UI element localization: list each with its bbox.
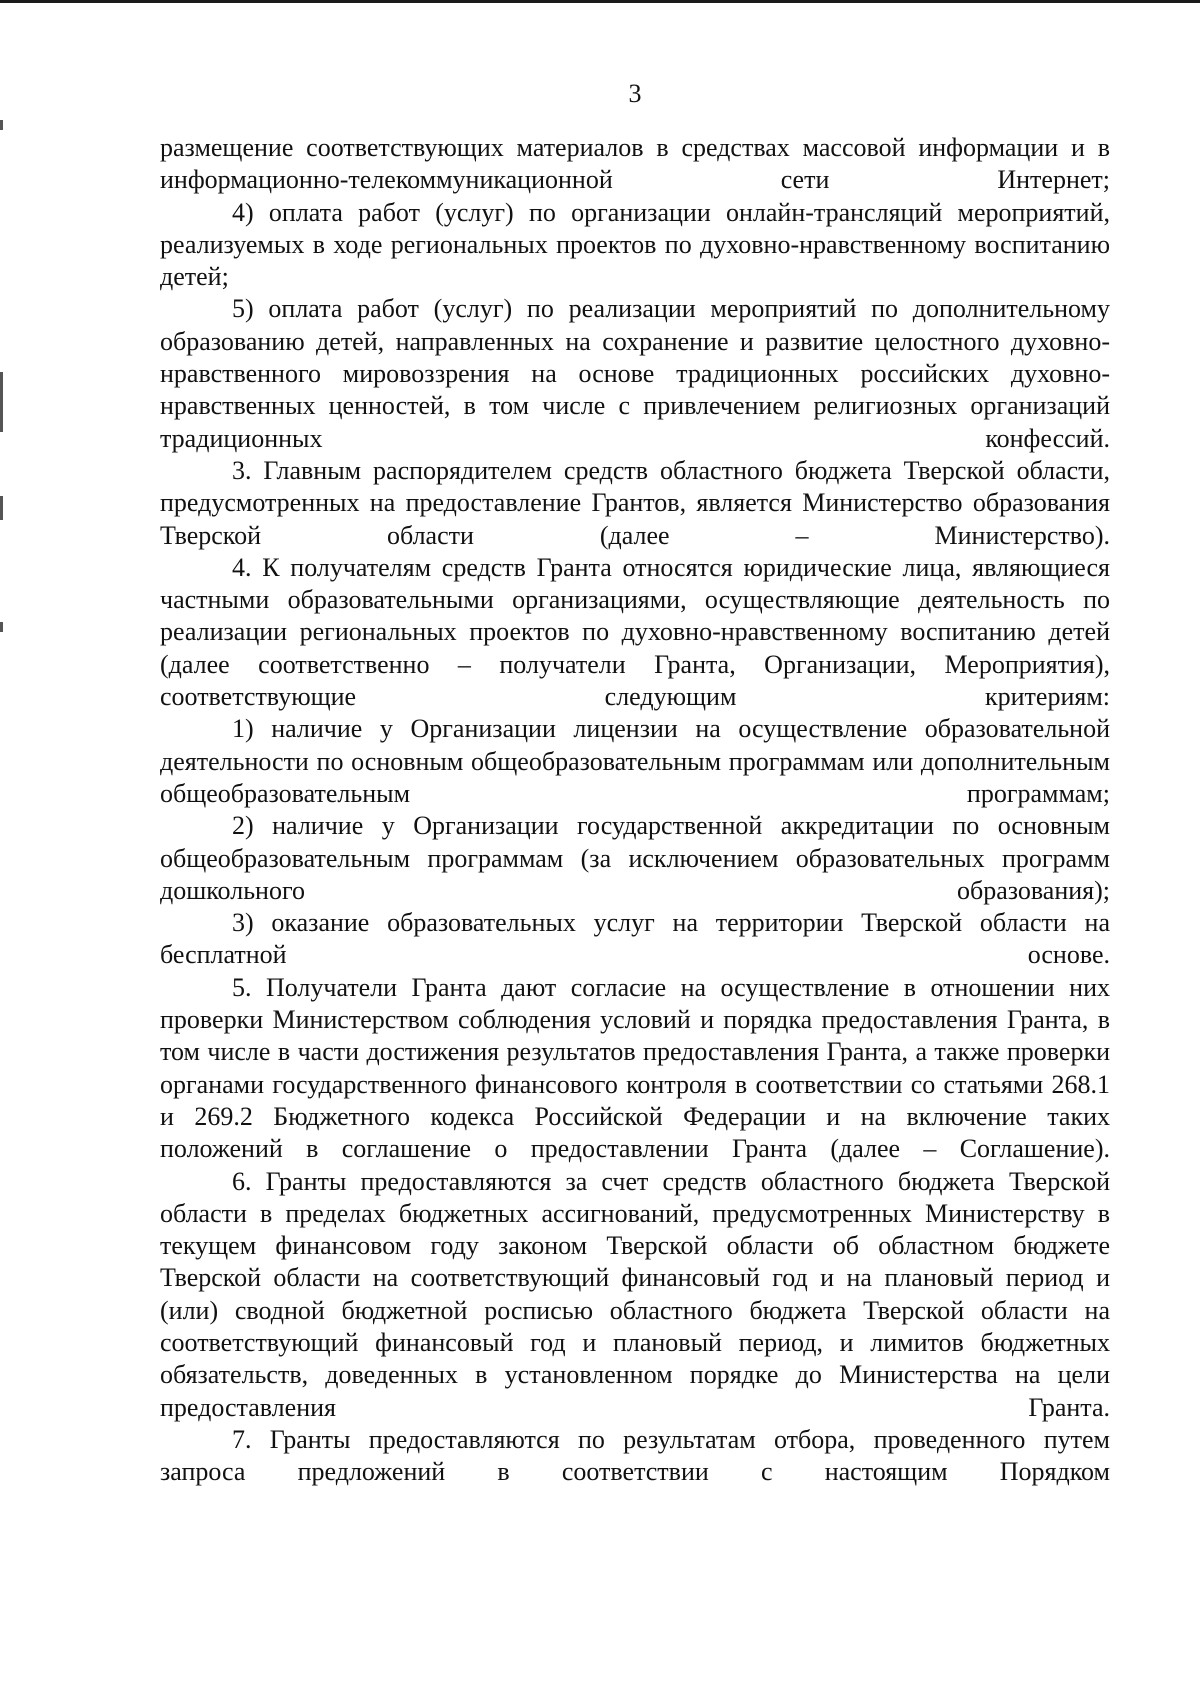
paragraph-continuation: размещение соответствующих материалов в средствах массовой информации и в информационно-телекоммуникационной сети Интернет; xyxy=(160,133,1110,195)
criterion-1: 1) наличие у Организации лицензии на осуществление образовательной деятельности по основным общеобразовательным программам или дополнительным общеобразовательным программам; xyxy=(160,714,1110,808)
scan-edge-mark xyxy=(0,622,3,632)
scan-edge-mark xyxy=(0,120,3,130)
document-body xyxy=(160,132,1110,1488)
section-4-paragraph: 4. К получателям средств Гранта относятся юридические лица, являющиеся частными образовательными организациями, осуществляющие деятельность по реализации региональных проектов по духовно-нравственному воспитанию детей (далее соответственно – получатели Гранта, Организации, Мероприятия), соответствующие следующим критериям: xyxy=(160,552,1110,712)
section-5-paragraph: 5. Получатели Гранта дают согласие на осуществление в отношении них проверки Министерством соблюдения условий и порядка предоставления Гранта, в том числе в части достижения результатов предоставления Гранта, а также проверки органами государственного финансового контроля в соответствии со статьями 268.1 и 269.2 Бюджетного кодекса Российской Федерации и на включение таких положений в соглашение о предоставлении Гранта (далее – Соглашение). xyxy=(160,972,1110,1164)
list-item-5: 5) оплата работ (услуг) по реализации мероприятий по дополнительному образованию детей, направленных на сохранение и развитие целостного духовно-нравственного мировоззрения на основе традиционных российских духовно-нравственных ценностей, в том числе с привлечением религиозных организаций традиционных конфессий. xyxy=(160,294,1110,453)
criterion-3: 3) оказание образовательных услуг на территории Тверской области на бесплатной основе. xyxy=(160,908,1110,970)
section-3-paragraph: 3. Главным распорядителем средств областного бюджета Тверской области, предусмотренных на предоставление Грантов, является Министерство образования Тверской области (далее – Министерство). xyxy=(160,455,1110,550)
section-6-paragraph: 6. Гранты предоставляются за счет средств областного бюджета Тверской области в пределах бюджетных ассигнований, предусмотренных Министерству в текущем финансовом году законом Тверской области об областном бюджете Тверской области на соответствующий финансовый год и на плановый период и (или) сводной бюджетной росписью областного бюджета Тверской области на соответствующий финансовый год и плановый период, и лимитов бюджетных обязательств, доведенных в установленном порядке до Министерства на цели предоставления Гранта. xyxy=(160,1166,1110,1422)
scan-edge-mark xyxy=(0,496,3,520)
list-item-4: 4) оплата работ (услуг) по организации онлайн-трансляций мероприятий, реализуемых в ходе региональных проектов по духовно-нравственному воспитанию детей; xyxy=(160,197,1110,292)
scan-top-edge xyxy=(0,0,1200,3)
criterion-2: 2) наличие у Организации государственной аккредитации по основным общеобразовательным программам (за исключением образовательных программ дошкольного образования); xyxy=(160,811,1110,905)
scan-edge-mark xyxy=(0,372,3,432)
page-number: 3 xyxy=(628,79,642,108)
section-7-paragraph: 7. Гранты предоставляются по результатам отбора, проведенного путем запроса предложений в соответствии с настоящим Порядком xyxy=(160,1424,1110,1487)
